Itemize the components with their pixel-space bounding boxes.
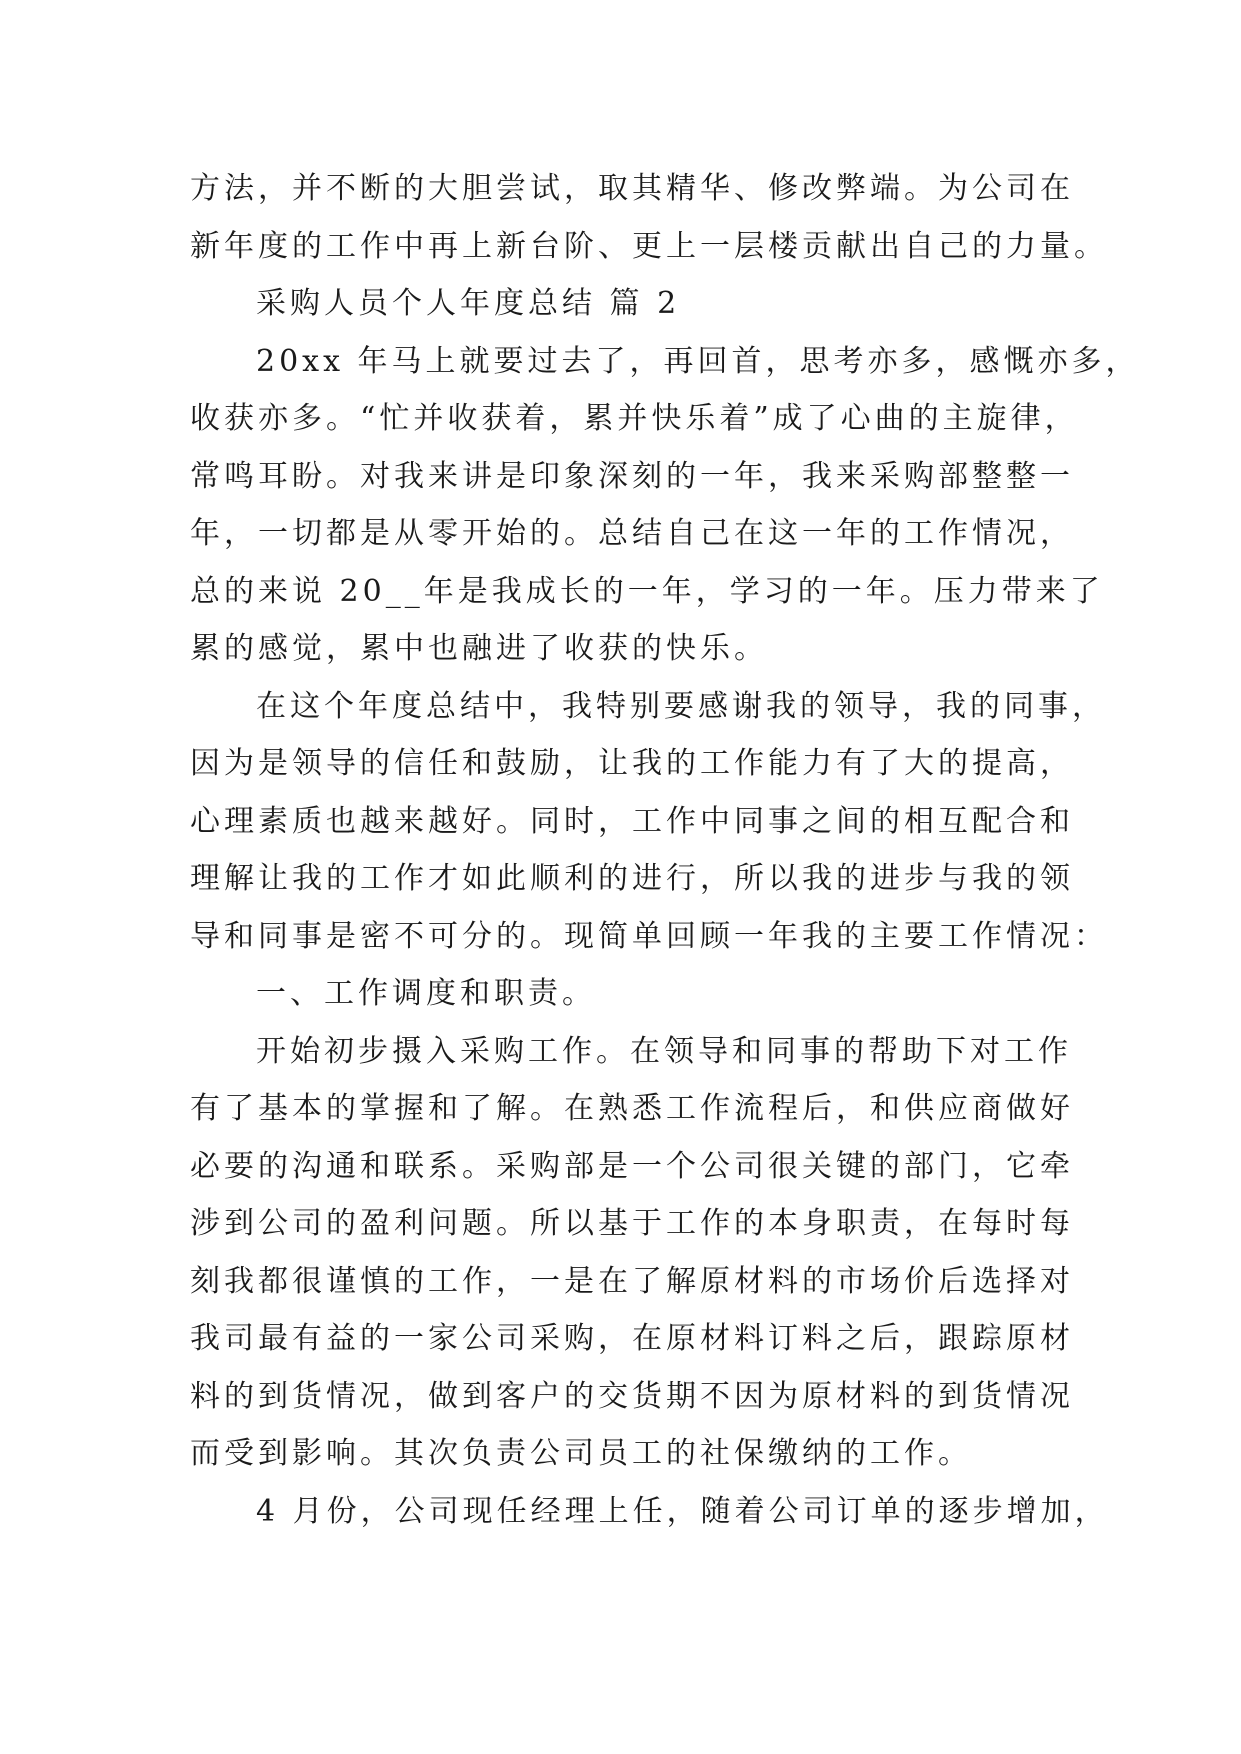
text-line: 在这个年度总结中，我特别要感谢我的领导，我的同事， — [256, 688, 1106, 724]
text-line: 方法，并不断的大胆尝试，取其精华、修改弊端。为公司在 — [190, 171, 1074, 206]
text-line: 料的到货情况，做到客户的交货期不因为原材料的到货情况 — [190, 1378, 1074, 1414]
document-body — [190, 160, 1140, 1540]
text-line: 有了基本的掌握和了解。在熟悉工作流程后，和供应商做好 — [190, 1091, 1074, 1126]
text-line: 刻我都很谨慎的工作，一是在了解原材料的市场价后选择对 — [190, 1263, 1074, 1299]
text-line: 理解让我的工作才如此顺利的进行，所以我的进步与我的领 — [190, 861, 1074, 896]
text-line: 年，一切都是从零开始的。总结自己在这一年的工作情况， — [190, 516, 1074, 551]
text-line: 而受到影响。其次负责公司员工的社保缴纳的工作。 — [190, 1436, 972, 1471]
text-line: 心理素质也越来越好。同时，工作中同事之间的相互配合和 — [190, 803, 1074, 839]
text-line: 新年度的工作中再上新台阶、更上一层楼贡献出自己的力量。 — [190, 228, 1108, 264]
text-line: 一、工作调度和职责。 — [256, 976, 596, 1011]
text-line: 20xx 年马上就要过去了，再回首，思考亦多，感慨亦多， — [256, 343, 1140, 379]
text-line: 导和同事是密不可分的。现简单回顾一年我的主要工作情况： — [190, 918, 1108, 954]
text-line: 采购人员个人年度总结 篇 2 — [256, 286, 681, 321]
text-line: 累的感觉，累中也融进了收获的快乐。 — [190, 631, 768, 666]
text-line: 收获亦多。“忙并收获着，累并快乐着”成了心曲的主旋律， — [190, 401, 1079, 436]
text-line: 必要的沟通和联系。采购部是一个公司很关键的部门，它牵 — [190, 1148, 1074, 1184]
text-line: 开始初步摄入采购工作。在领导和同事的帮助下对工作 — [256, 1033, 1072, 1069]
text-line: 我司最有益的一家公司采购，在原材料订料之后，跟踪原材 — [190, 1321, 1074, 1356]
text-line: 总的来说 20__年是我成长的一年，学习的一年。压力带来了 — [190, 573, 1104, 609]
text-line: 涉到公司的盈利问题。所以基于工作的本身职责，在每时每 — [190, 1206, 1074, 1241]
text-line: 因为是领导的信任和鼓励，让我的工作能力有了大的提高， — [190, 746, 1074, 781]
text-line: 常鸣耳盼。对我来讲是印象深刻的一年，我来采购部整整一 — [190, 458, 1074, 494]
text-line: 4 月份，公司现任经理上任，随着公司订单的逐步增加， — [256, 1493, 1109, 1529]
